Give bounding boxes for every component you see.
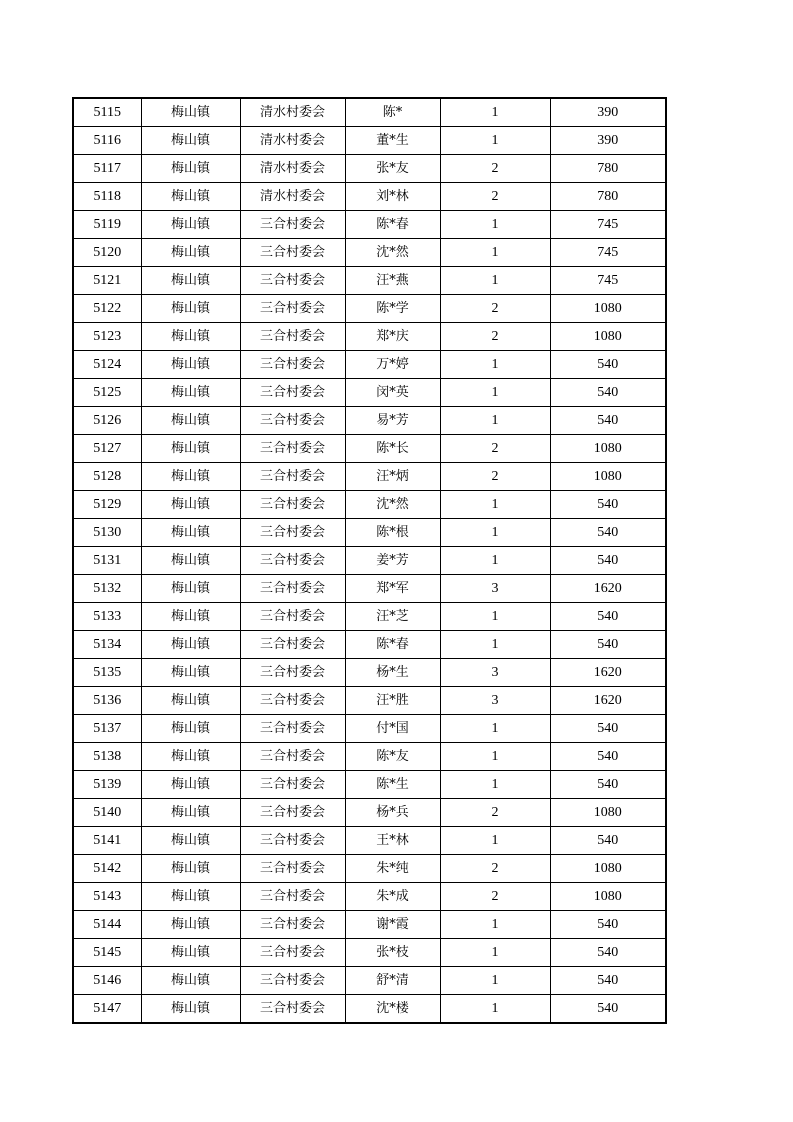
cell-village-committee: 三合村委会: [240, 491, 345, 519]
cell-village-committee: 三合村委会: [240, 351, 345, 379]
table-row: [73, 379, 666, 407]
cell-person-name: 陈*根: [345, 519, 440, 547]
cell-household-count: 1: [440, 911, 550, 939]
cell-person-name: 闵*英: [345, 379, 440, 407]
cell-person-name: 汪*炳: [345, 463, 440, 491]
cell-town: 梅山镇: [141, 855, 240, 883]
cell-village-committee: 清水村委会: [240, 155, 345, 183]
cell-person-name: 万*婷: [345, 351, 440, 379]
cell-village-committee: 三合村委会: [240, 379, 345, 407]
cell-person-name: 陈*生: [345, 771, 440, 799]
cell-serial-number: 5128: [73, 463, 141, 491]
cell-household-count: 1: [440, 603, 550, 631]
table-row: [73, 827, 666, 855]
cell-town: 梅山镇: [141, 603, 240, 631]
cell-person-name: 汪*燕: [345, 267, 440, 295]
cell-serial-number: 5124: [73, 351, 141, 379]
cell-serial-number: 5145: [73, 939, 141, 967]
cell-town: 梅山镇: [141, 407, 240, 435]
cell-serial-number: 5122: [73, 295, 141, 323]
cell-village-committee: 三合村委会: [240, 743, 345, 771]
cell-village-committee: 三合村委会: [240, 659, 345, 687]
roster-table-body: [73, 98, 666, 1023]
cell-household-count: 1: [440, 743, 550, 771]
cell-town: 梅山镇: [141, 239, 240, 267]
cell-village-committee: 三合村委会: [240, 211, 345, 239]
cell-person-name: 陈*: [345, 98, 440, 127]
cell-amount: 390: [550, 98, 666, 127]
cell-person-name: 朱*成: [345, 883, 440, 911]
cell-person-name: 沈*然: [345, 239, 440, 267]
cell-person-name: 汪*芝: [345, 603, 440, 631]
cell-serial-number: 5126: [73, 407, 141, 435]
cell-person-name: 付*国: [345, 715, 440, 743]
cell-person-name: 郑*庆: [345, 323, 440, 351]
cell-town: 梅山镇: [141, 211, 240, 239]
cell-household-count: 1: [440, 351, 550, 379]
table-row: [73, 239, 666, 267]
cell-amount: 1080: [550, 883, 666, 911]
table-row: [73, 743, 666, 771]
cell-amount: 540: [550, 995, 666, 1024]
cell-village-committee: 三合村委会: [240, 967, 345, 995]
cell-village-committee: 三合村委会: [240, 827, 345, 855]
cell-serial-number: 5138: [73, 743, 141, 771]
table-row: [73, 127, 666, 155]
cell-person-name: 陈*友: [345, 743, 440, 771]
cell-household-count: 1: [440, 967, 550, 995]
table-row: [73, 715, 666, 743]
table-row: [73, 687, 666, 715]
cell-amount: 540: [550, 519, 666, 547]
table-row: [73, 995, 666, 1024]
cell-amount: 540: [550, 407, 666, 435]
cell-town: 梅山镇: [141, 295, 240, 323]
cell-person-name: 陈*春: [345, 211, 440, 239]
cell-person-name: 易*芳: [345, 407, 440, 435]
cell-town: 梅山镇: [141, 911, 240, 939]
cell-serial-number: 5137: [73, 715, 141, 743]
cell-serial-number: 5125: [73, 379, 141, 407]
cell-household-count: 1: [440, 939, 550, 967]
cell-town: 梅山镇: [141, 631, 240, 659]
cell-person-name: 张*枝: [345, 939, 440, 967]
cell-town: 梅山镇: [141, 687, 240, 715]
table-row: [73, 155, 666, 183]
table-row: [73, 351, 666, 379]
cell-village-committee: 三合村委会: [240, 435, 345, 463]
cell-serial-number: 5135: [73, 659, 141, 687]
cell-town: 梅山镇: [141, 491, 240, 519]
cell-village-committee: 三合村委会: [240, 547, 345, 575]
cell-serial-number: 5139: [73, 771, 141, 799]
cell-household-count: 3: [440, 659, 550, 687]
cell-person-name: 陈*长: [345, 435, 440, 463]
cell-town: 梅山镇: [141, 183, 240, 211]
cell-household-count: 1: [440, 771, 550, 799]
cell-household-count: 3: [440, 687, 550, 715]
cell-amount: 1080: [550, 435, 666, 463]
cell-village-committee: 三合村委会: [240, 715, 345, 743]
cell-serial-number: 5141: [73, 827, 141, 855]
cell-serial-number: 5147: [73, 995, 141, 1024]
cell-person-name: 杨*兵: [345, 799, 440, 827]
cell-town: 梅山镇: [141, 379, 240, 407]
cell-amount: 1080: [550, 323, 666, 351]
cell-amount: 1620: [550, 687, 666, 715]
cell-person-name: 王*林: [345, 827, 440, 855]
cell-amount: 780: [550, 155, 666, 183]
cell-town: 梅山镇: [141, 351, 240, 379]
cell-serial-number: 5132: [73, 575, 141, 603]
cell-amount: 745: [550, 239, 666, 267]
table-row: [73, 631, 666, 659]
table-row: [73, 98, 666, 127]
cell-household-count: 1: [440, 127, 550, 155]
roster-table: [72, 97, 667, 1024]
cell-amount: 1080: [550, 295, 666, 323]
cell-amount: 780: [550, 183, 666, 211]
cell-serial-number: 5136: [73, 687, 141, 715]
cell-serial-number: 5117: [73, 155, 141, 183]
cell-serial-number: 5133: [73, 603, 141, 631]
table-row: [73, 295, 666, 323]
cell-person-name: 朱*纯: [345, 855, 440, 883]
cell-town: 梅山镇: [141, 267, 240, 295]
table-row: [73, 491, 666, 519]
table-row: [73, 547, 666, 575]
table-row: [73, 183, 666, 211]
cell-town: 梅山镇: [141, 995, 240, 1024]
cell-village-committee: 三合村委会: [240, 323, 345, 351]
cell-household-count: 2: [440, 295, 550, 323]
cell-amount: 540: [550, 547, 666, 575]
cell-person-name: 沈*楼: [345, 995, 440, 1024]
cell-amount: 540: [550, 939, 666, 967]
table-row: [73, 519, 666, 547]
cell-serial-number: 5121: [73, 267, 141, 295]
cell-amount: 540: [550, 743, 666, 771]
cell-town: 梅山镇: [141, 743, 240, 771]
cell-person-name: 汪*胜: [345, 687, 440, 715]
cell-serial-number: 5134: [73, 631, 141, 659]
cell-person-name: 舒*清: [345, 967, 440, 995]
cell-household-count: 1: [440, 407, 550, 435]
cell-serial-number: 5144: [73, 911, 141, 939]
cell-amount: 540: [550, 603, 666, 631]
table-row: [73, 911, 666, 939]
cell-town: 梅山镇: [141, 939, 240, 967]
cell-town: 梅山镇: [141, 967, 240, 995]
cell-village-committee: 三合村委会: [240, 239, 345, 267]
cell-person-name: 张*友: [345, 155, 440, 183]
cell-village-committee: 三合村委会: [240, 631, 345, 659]
cell-amount: 390: [550, 127, 666, 155]
cell-person-name: 姜*芳: [345, 547, 440, 575]
cell-person-name: 陈*学: [345, 295, 440, 323]
cell-household-count: 1: [440, 715, 550, 743]
cell-village-committee: 三合村委会: [240, 463, 345, 491]
cell-serial-number: 5116: [73, 127, 141, 155]
cell-village-committee: 三合村委会: [240, 687, 345, 715]
cell-household-count: 1: [440, 267, 550, 295]
cell-town: 梅山镇: [141, 519, 240, 547]
cell-village-committee: 三合村委会: [240, 883, 345, 911]
table-row: [73, 463, 666, 491]
cell-town: 梅山镇: [141, 463, 240, 491]
cell-village-committee: 三合村委会: [240, 799, 345, 827]
cell-amount: 540: [550, 911, 666, 939]
cell-household-count: 2: [440, 435, 550, 463]
cell-village-committee: 三合村委会: [240, 603, 345, 631]
cell-town: 梅山镇: [141, 127, 240, 155]
cell-serial-number: 5118: [73, 183, 141, 211]
cell-person-name: 陈*春: [345, 631, 440, 659]
cell-household-count: 2: [440, 323, 550, 351]
cell-household-count: 1: [440, 547, 550, 575]
table-row: [73, 575, 666, 603]
cell-amount: 745: [550, 267, 666, 295]
cell-serial-number: 5127: [73, 435, 141, 463]
cell-town: 梅山镇: [141, 155, 240, 183]
cell-amount: 1080: [550, 799, 666, 827]
table-row: [73, 855, 666, 883]
cell-village-committee: 三合村委会: [240, 575, 345, 603]
cell-amount: 540: [550, 379, 666, 407]
cell-village-committee: 清水村委会: [240, 127, 345, 155]
cell-person-name: 董*生: [345, 127, 440, 155]
cell-amount: 540: [550, 715, 666, 743]
cell-village-committee: 三合村委会: [240, 939, 345, 967]
cell-household-count: 2: [440, 183, 550, 211]
cell-person-name: 刘*林: [345, 183, 440, 211]
cell-household-count: 2: [440, 883, 550, 911]
table-row: [73, 799, 666, 827]
table-row: [73, 435, 666, 463]
cell-village-committee: 三合村委会: [240, 771, 345, 799]
cell-amount: 540: [550, 827, 666, 855]
cell-serial-number: 5143: [73, 883, 141, 911]
cell-amount: 540: [550, 771, 666, 799]
cell-serial-number: 5129: [73, 491, 141, 519]
cell-amount: 1080: [550, 463, 666, 491]
cell-serial-number: 5119: [73, 211, 141, 239]
cell-amount: 540: [550, 967, 666, 995]
cell-serial-number: 5146: [73, 967, 141, 995]
table-row: [73, 967, 666, 995]
cell-amount: 1620: [550, 659, 666, 687]
cell-household-count: 1: [440, 211, 550, 239]
cell-town: 梅山镇: [141, 547, 240, 575]
cell-household-count: 1: [440, 98, 550, 127]
cell-household-count: 1: [440, 631, 550, 659]
cell-serial-number: 5131: [73, 547, 141, 575]
table-row: [73, 211, 666, 239]
cell-village-committee: 三合村委会: [240, 519, 345, 547]
cell-serial-number: 5142: [73, 855, 141, 883]
cell-town: 梅山镇: [141, 98, 240, 127]
cell-amount: 1080: [550, 855, 666, 883]
cell-household-count: 2: [440, 855, 550, 883]
cell-town: 梅山镇: [141, 827, 240, 855]
table-row: [73, 771, 666, 799]
cell-amount: 540: [550, 491, 666, 519]
cell-household-count: 1: [440, 379, 550, 407]
cell-town: 梅山镇: [141, 799, 240, 827]
cell-town: 梅山镇: [141, 715, 240, 743]
cell-serial-number: 5120: [73, 239, 141, 267]
cell-amount: 745: [550, 211, 666, 239]
cell-household-count: 2: [440, 155, 550, 183]
cell-village-committee: 清水村委会: [240, 98, 345, 127]
cell-amount: 1620: [550, 575, 666, 603]
cell-town: 梅山镇: [141, 575, 240, 603]
cell-person-name: 郑*军: [345, 575, 440, 603]
cell-town: 梅山镇: [141, 771, 240, 799]
cell-town: 梅山镇: [141, 883, 240, 911]
cell-amount: 540: [550, 351, 666, 379]
cell-household-count: 3: [440, 575, 550, 603]
cell-amount: 540: [550, 631, 666, 659]
table-row: [73, 883, 666, 911]
table-row: [73, 603, 666, 631]
table-row: [73, 323, 666, 351]
cell-village-committee: 三合村委会: [240, 995, 345, 1024]
cell-village-committee: 三合村委会: [240, 267, 345, 295]
cell-town: 梅山镇: [141, 659, 240, 687]
cell-household-count: 1: [440, 239, 550, 267]
cell-serial-number: 5130: [73, 519, 141, 547]
cell-household-count: 1: [440, 491, 550, 519]
cell-serial-number: 5140: [73, 799, 141, 827]
cell-serial-number: 5115: [73, 98, 141, 127]
cell-household-count: 1: [440, 995, 550, 1024]
table-row: [73, 659, 666, 687]
cell-village-committee: 三合村委会: [240, 407, 345, 435]
cell-village-committee: 清水村委会: [240, 183, 345, 211]
cell-household-count: 1: [440, 519, 550, 547]
cell-person-name: 杨*生: [345, 659, 440, 687]
cell-person-name: 谢*霞: [345, 911, 440, 939]
cell-town: 梅山镇: [141, 323, 240, 351]
cell-household-count: 2: [440, 463, 550, 491]
cell-serial-number: 5123: [73, 323, 141, 351]
cell-household-count: 2: [440, 799, 550, 827]
cell-village-committee: 三合村委会: [240, 855, 345, 883]
table-row: [73, 267, 666, 295]
cell-person-name: 沈*然: [345, 491, 440, 519]
cell-town: 梅山镇: [141, 435, 240, 463]
table-row: [73, 407, 666, 435]
table-row: [73, 939, 666, 967]
cell-village-committee: 三合村委会: [240, 911, 345, 939]
cell-household-count: 1: [440, 827, 550, 855]
cell-village-committee: 三合村委会: [240, 295, 345, 323]
